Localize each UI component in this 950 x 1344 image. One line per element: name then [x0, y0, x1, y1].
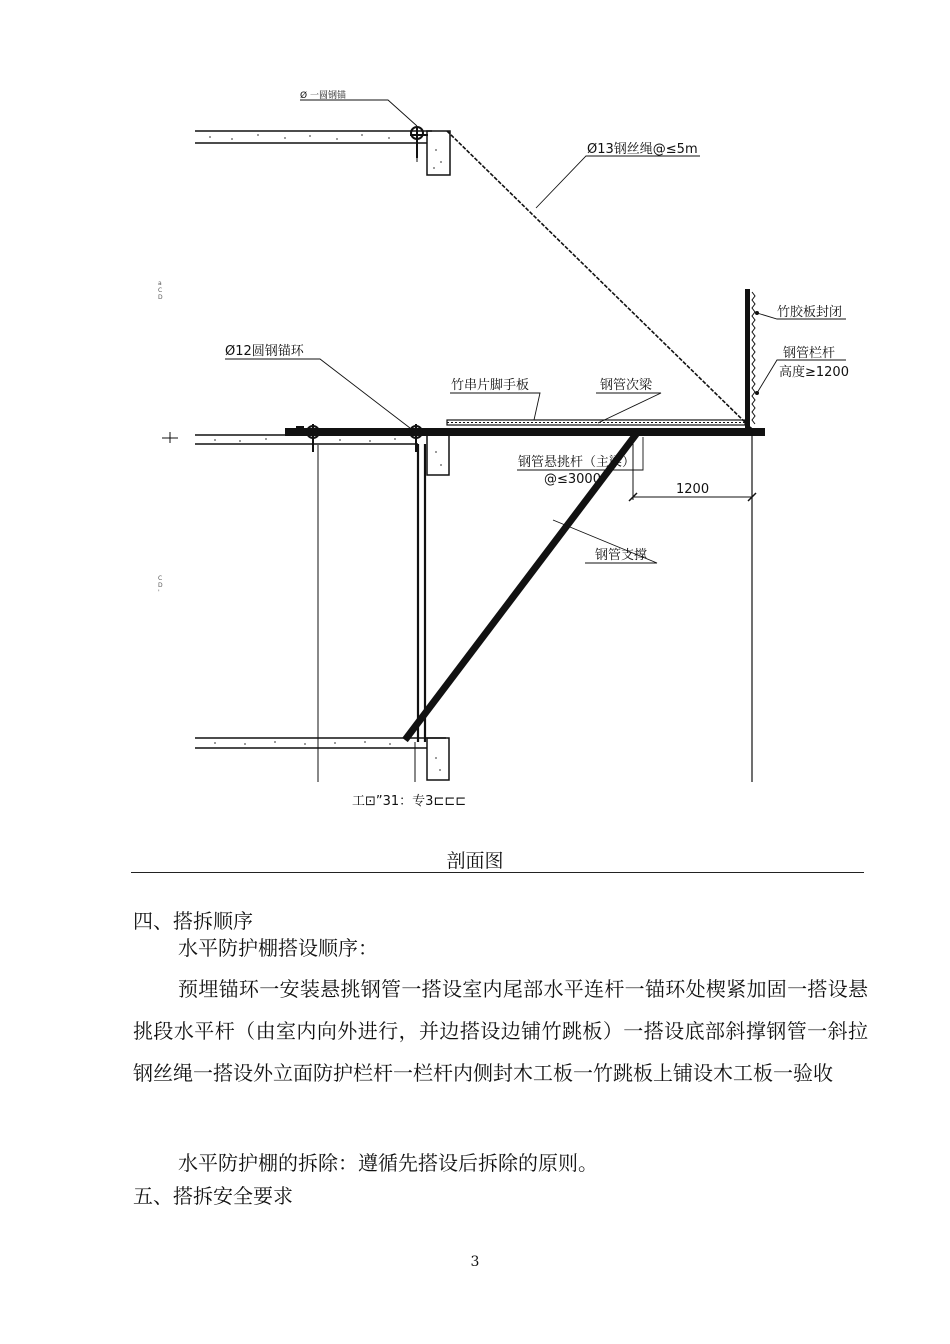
steel-railing-label: 钢管栏杆	[783, 346, 836, 361]
svg-text:D: D	[158, 294, 163, 301]
wire-rope-label: Ø13钢丝绳@≤5m	[587, 142, 698, 157]
middle-slab	[195, 435, 449, 475]
cantilever-beam	[285, 428, 765, 436]
svg-text:': '	[158, 589, 160, 596]
cantilever-beam-label: 钢管悬挑杆（主梁）	[518, 455, 636, 470]
section-5-heading: 五、搭拆安全要求	[133, 1184, 293, 1208]
bamboo-scaffold-board-label: 竹串片脚手板	[451, 378, 530, 393]
cantilever-spacing-label: @≤3000	[544, 472, 601, 487]
installation-sequence-paragraph: 预埋锚环一安装悬挑钢管一搭设室内尾部水平连杆一锚环处楔紧加固一搭设悬挑段水平杆（由室内向外进行，并边搭设边铺竹跳板）一搭设底部斜撑钢管一斜拉钢丝绳一搭设外立面防护栏杆一栏杆内侧封木工板一竹跳板上铺设木工板一验收	[133, 977, 868, 1085]
svg-text:C: C	[158, 575, 163, 582]
secondary-beam-label: 钢管次梁	[600, 378, 653, 393]
guard-railing	[745, 289, 759, 782]
page-number: 3	[470, 1254, 480, 1270]
steel-brace-label: 钢管支撑	[595, 548, 648, 563]
caption-divider	[131, 872, 864, 873]
section-4-subheading: 水平防护棚搭设顺序：	[178, 936, 378, 960]
bottom-note: 工⊡”31：专3⊏⊏⊏	[352, 794, 467, 809]
lower-column	[418, 444, 425, 742]
steel-brace-line	[405, 433, 637, 740]
svg-text:D: D	[158, 582, 163, 589]
upper-slab	[195, 127, 450, 175]
railing-height-label: 高度≥1200	[779, 365, 849, 380]
lower-slab	[195, 738, 449, 780]
svg-text:a: a	[158, 280, 162, 287]
anchor-ring-label: Ø12圆钢锚环	[225, 344, 304, 359]
removal-paragraph: 水平防护棚的拆除：遵循先搭设后拆除的原则。	[178, 1151, 598, 1175]
top-anchor-label: Ø 一圆钢锚	[300, 91, 346, 101]
bamboo-board-seal-label: 竹胶板封闭	[777, 305, 843, 320]
figure-caption: 剖面图	[446, 850, 504, 872]
dimension-1200	[629, 438, 756, 501]
svg-text:C: C	[158, 287, 163, 294]
section-4-heading: 四、搭拆顺序	[133, 909, 253, 933]
dimension-1200-label: 1200	[676, 482, 710, 497]
